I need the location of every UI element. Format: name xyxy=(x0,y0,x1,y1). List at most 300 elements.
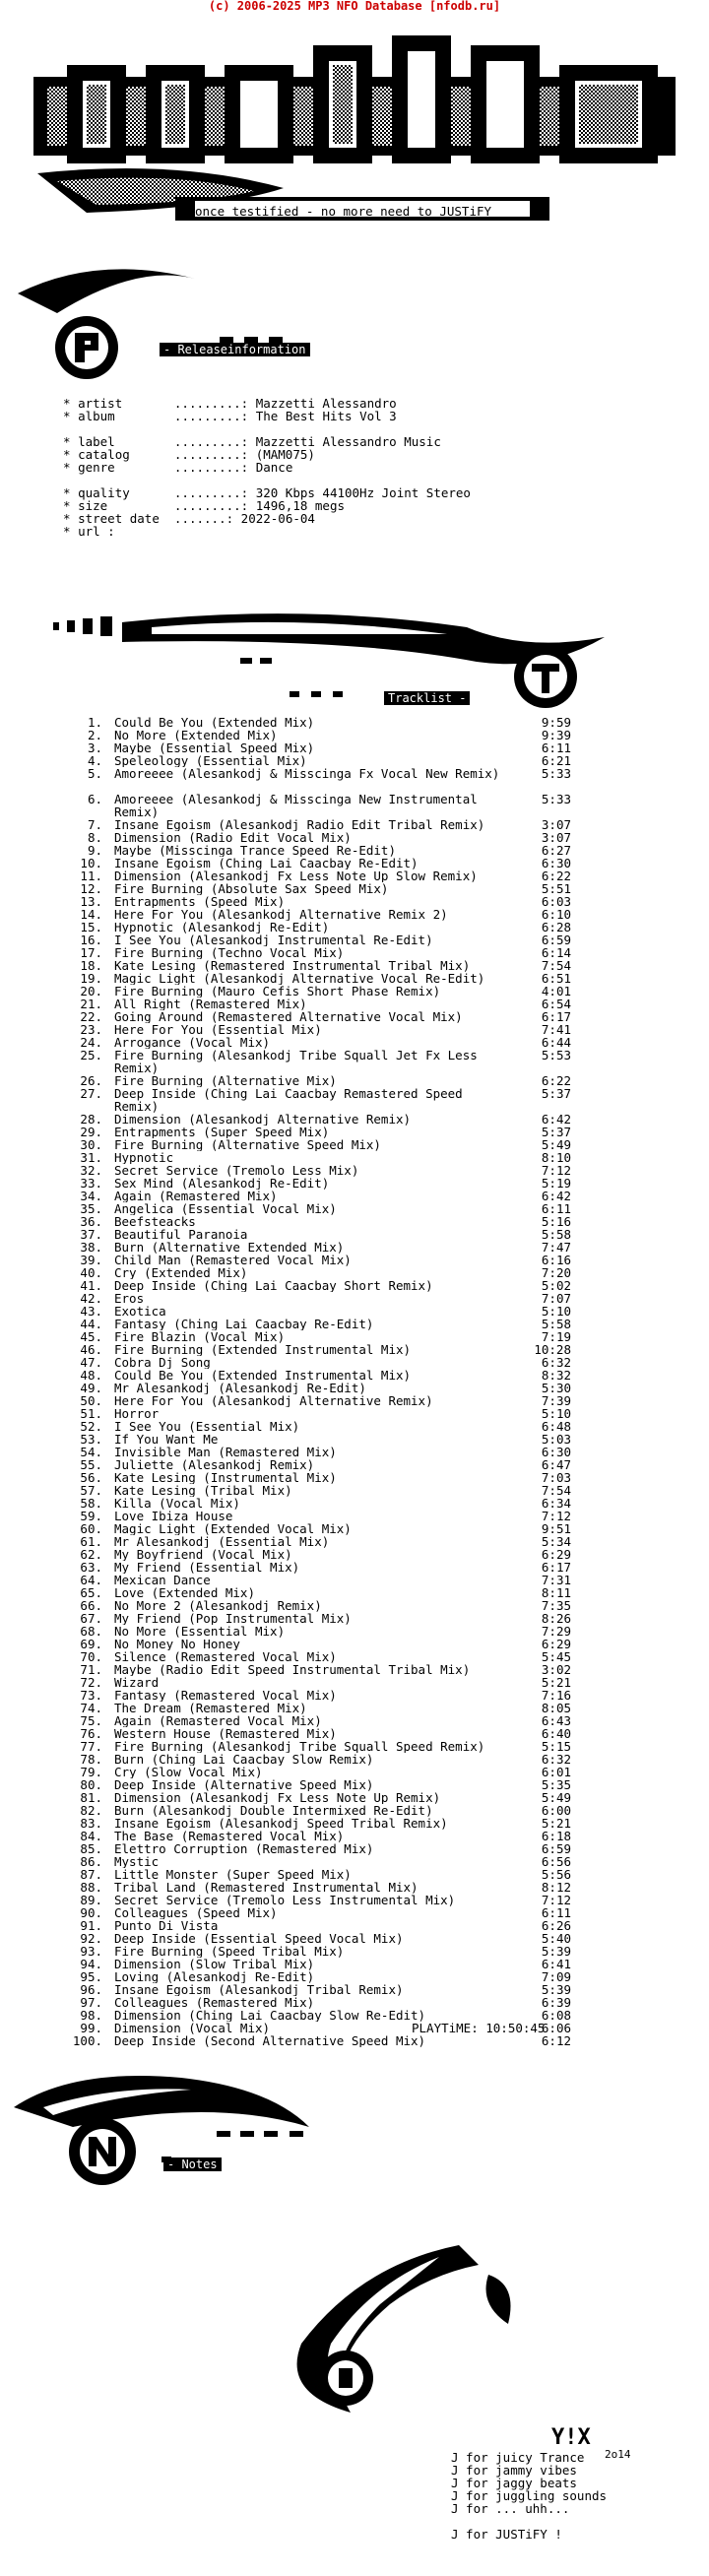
track-row xyxy=(59,985,571,998)
track-duration: 5:49 xyxy=(541,1137,571,1152)
track-title: Maybe (Essential Speed Mix) xyxy=(114,741,315,754)
track-duration: 6:40 xyxy=(541,1726,571,1741)
track-row xyxy=(59,1881,571,1894)
track-number: 30. xyxy=(80,1137,102,1152)
track-number: 46. xyxy=(80,1342,102,1357)
track-row xyxy=(59,1330,571,1343)
track-row xyxy=(59,1138,571,1151)
track-duration: 6:47 xyxy=(541,1457,571,1472)
track-number: 89. xyxy=(80,1893,102,1907)
track-title: Love (Extended Mix) xyxy=(114,1586,255,1599)
track-title: Love Ibiza House xyxy=(114,1510,233,1522)
track-row xyxy=(59,818,571,831)
track-title: Exotica xyxy=(114,1305,166,1318)
track-title: Secret Service (Tremolo Less Mix) xyxy=(114,1164,359,1177)
track-number: 11. xyxy=(80,869,102,883)
track-row xyxy=(59,1906,571,1919)
track-title: Western House (Remastered Mix) xyxy=(114,1727,337,1740)
track-duration: 6:59 xyxy=(541,933,571,947)
track-title: Mr Alesankodj (Essential Mix) xyxy=(114,1535,330,1548)
track-number: 34. xyxy=(80,1189,102,1203)
track-number: 86. xyxy=(80,1854,102,1869)
track-number: 77. xyxy=(80,1739,102,1754)
track-duration: 10:28 xyxy=(534,1342,571,1357)
track-title: Tribal Land (Remastered Instrumental Mix) xyxy=(114,1881,419,1894)
track-row xyxy=(59,998,571,1010)
track-title: Angelica (Essential Vocal Mix) xyxy=(114,1202,337,1215)
track-row xyxy=(59,1420,571,1433)
track-duration: 5:49 xyxy=(541,1790,571,1805)
info-row-catalog: * catalog .........: (MAM075) xyxy=(63,447,315,462)
track-duration: 7:20 xyxy=(541,1265,571,1280)
track-number: 7. xyxy=(87,817,102,832)
track-row xyxy=(59,1049,571,1074)
track-row xyxy=(59,729,571,741)
track-duration: 6:12 xyxy=(541,2033,571,2048)
track-row xyxy=(59,1074,571,1087)
track-number: 60. xyxy=(80,1521,102,1536)
track-number: 16. xyxy=(80,933,102,947)
track-row xyxy=(59,1919,571,1932)
track-row xyxy=(59,1817,571,1830)
track-row xyxy=(59,844,571,857)
track-row xyxy=(59,767,571,793)
track-row xyxy=(59,1586,571,1599)
track-duration: 6:26 xyxy=(541,1918,571,1933)
track-duration: 5:21 xyxy=(541,1816,571,1831)
track-number: 58. xyxy=(80,1496,102,1511)
section-tracklist-label: Tracklist - xyxy=(384,691,470,705)
track-duration: 5:15 xyxy=(541,1739,571,1754)
track-number: 28. xyxy=(80,1112,102,1127)
track-duration: 7:12 xyxy=(541,1509,571,1523)
track-number: 9. xyxy=(87,843,102,858)
track-row xyxy=(59,1036,571,1049)
track-duration: 6:03 xyxy=(541,894,571,909)
track-duration: 5:16 xyxy=(541,1214,571,1229)
track-number: 49. xyxy=(80,1381,102,1395)
track-row xyxy=(59,1766,571,1778)
track-duration: 6:34 xyxy=(541,1496,571,1511)
footer-lines xyxy=(451,2451,607,2541)
track-duration: 7:19 xyxy=(541,1329,571,1344)
track-title: Here For You (Essential Mix) xyxy=(114,1023,322,1036)
track-row xyxy=(59,1983,571,1996)
track-row xyxy=(59,1190,571,1202)
track-title: Entrapments (Speed Mix) xyxy=(114,895,286,908)
track-number: 70. xyxy=(80,1649,102,1664)
track-duration: 5:03 xyxy=(541,1432,571,1447)
track-title: Colleagues (Remastered Mix) xyxy=(114,1996,315,2009)
track-row xyxy=(59,857,571,869)
track-title: I See You (Alesankodj Instrumental Re-Edit) xyxy=(114,934,433,946)
track-title: Arrogance (Vocal Mix) xyxy=(114,1036,271,1049)
notes-emblem-art xyxy=(14,2048,408,2196)
track-number: 68. xyxy=(80,1624,102,1639)
track-duration: 6:54 xyxy=(541,997,571,1011)
track-title: Burn (Ching Lai Caacbay Slow Remix) xyxy=(114,1753,374,1766)
track-duration: 6:27 xyxy=(541,843,571,858)
track-row xyxy=(59,1471,571,1484)
track-number: 52. xyxy=(80,1419,102,1434)
track-duration: 9:39 xyxy=(541,728,571,742)
section-notes-label: - Notes xyxy=(163,2157,222,2171)
track-title: Maybe (Radio Edit Speed Instrumental Tribal Mix) xyxy=(114,1663,471,1676)
track-duration: 6:11 xyxy=(541,1905,571,1920)
track-duration: 7:29 xyxy=(541,1624,571,1639)
track-number: 3. xyxy=(87,741,102,755)
track-row xyxy=(59,1023,571,1036)
track-duration: 6:59 xyxy=(541,1841,571,1856)
release-info xyxy=(63,397,471,538)
track-row xyxy=(59,1382,571,1394)
track-row xyxy=(59,1561,571,1574)
track-number: 12. xyxy=(80,881,102,896)
track-number: 80. xyxy=(80,1777,102,1792)
track-row xyxy=(59,1318,571,1330)
track-title: Fire Burning (Alternative Mix) xyxy=(114,1074,337,1087)
track-row xyxy=(59,1574,571,1586)
track-number: 94. xyxy=(80,1957,102,1971)
track-row xyxy=(59,1010,571,1023)
track-title: Maybe (Misscinga Trance Speed Re-Edit) xyxy=(114,844,396,857)
track-title: Fire Burning (Speed Tribal Mix) xyxy=(114,1945,345,1958)
track-duration: 6:17 xyxy=(541,1009,571,1024)
track-duration: 8:05 xyxy=(541,1701,571,1715)
footer-line: J for jammy vibes xyxy=(451,2463,577,2478)
track-number: 85. xyxy=(80,1841,102,1856)
track-row xyxy=(59,1804,571,1817)
track-title: No More (Essential Mix) xyxy=(114,1625,286,1638)
track-duration: 6:01 xyxy=(541,1765,571,1779)
track-duration: 6:28 xyxy=(541,920,571,934)
track-row xyxy=(59,716,571,729)
info-row-street-date: * street date .......: 2022-06-04 xyxy=(63,511,315,526)
track-row xyxy=(59,1215,571,1228)
track-duration: 5:33 xyxy=(541,792,571,806)
track-row xyxy=(59,1510,571,1522)
track-duration: 6:18 xyxy=(541,1829,571,1843)
track-number: 98. xyxy=(80,2008,102,2023)
track-row xyxy=(59,1126,571,1138)
track-number: 83. xyxy=(80,1816,102,1831)
track-title: No More (Extended Mix) xyxy=(114,729,278,741)
info-row-url: * url : xyxy=(63,524,115,539)
track-row xyxy=(59,934,571,946)
track-number: 21. xyxy=(80,997,102,1011)
track-title: Silence (Remastered Vocal Mix) xyxy=(114,1650,337,1663)
section-release-label: - Releaseinformation xyxy=(160,343,310,356)
track-duration: 3:07 xyxy=(541,817,571,832)
track-duration: 5:30 xyxy=(541,1381,571,1395)
track-row xyxy=(59,1241,571,1254)
track-row xyxy=(59,1151,571,1164)
track-title: Dimension (Ching Lai Caacbay Slow Re-Edit) xyxy=(114,2009,426,2022)
track-row xyxy=(59,1535,571,1548)
track-title: Beautiful Paranoia xyxy=(114,1228,248,1241)
track-title: Deep Inside (Ching Lai Caacbay Remastered Speed Remix) xyxy=(114,1087,471,1113)
track-title: Dimension (Alesankodj Fx Less Note Up Remix) xyxy=(114,1791,441,1804)
track-title: Kate Lesing (Tribal Mix) xyxy=(114,1484,292,1497)
track-row xyxy=(59,1599,571,1612)
track-number: 10. xyxy=(80,856,102,870)
track-duration: 6:51 xyxy=(541,971,571,986)
track-number: 25. xyxy=(80,1048,102,1063)
track-row xyxy=(59,1868,571,1881)
track-duration: 8:10 xyxy=(541,1150,571,1165)
track-title: Hypnotic (Alesankodj Re-Edit) xyxy=(114,921,330,934)
track-number: 59. xyxy=(80,1509,102,1523)
track-title: My Boyfriend (Vocal Mix) xyxy=(114,1548,292,1561)
track-row xyxy=(59,1996,571,2009)
track-row xyxy=(59,1842,571,1855)
track-duration: 6:32 xyxy=(541,1355,571,1370)
track-duration: 6:32 xyxy=(541,1752,571,1767)
track-duration: 6:00 xyxy=(541,1803,571,1818)
track-duration: 5:10 xyxy=(541,1304,571,1319)
track-row xyxy=(59,1266,571,1279)
track-duration: 7:12 xyxy=(541,1893,571,1907)
track-number: 23. xyxy=(80,1022,102,1037)
track-row xyxy=(59,1497,571,1510)
track-row xyxy=(59,908,571,921)
track-duration: 6:16 xyxy=(541,1253,571,1267)
track-number: 18. xyxy=(80,958,102,973)
track-title: The Dream (Remastered Mix) xyxy=(114,1702,307,1714)
track-number: 50. xyxy=(80,1393,102,1408)
track-row xyxy=(59,959,571,972)
track-number: 4. xyxy=(87,753,102,768)
track-row xyxy=(59,1369,571,1382)
track-row xyxy=(59,1113,571,1126)
track-number: 24. xyxy=(80,1035,102,1050)
track-number: 29. xyxy=(80,1125,102,1139)
track-row xyxy=(59,1945,571,1958)
track-row xyxy=(59,793,571,818)
track-number: 82. xyxy=(80,1803,102,1818)
track-number: 33. xyxy=(80,1176,102,1191)
track-duration: 6:11 xyxy=(541,741,571,755)
track-duration: 5:56 xyxy=(541,1867,571,1882)
track-duration: 7:31 xyxy=(541,1573,571,1587)
track-number: 8. xyxy=(87,830,102,845)
track-number: 53. xyxy=(80,1432,102,1447)
track-title: Fire Blazin (Vocal Mix) xyxy=(114,1330,286,1343)
track-title: Burn (Alternative Extended Mix) xyxy=(114,1241,345,1254)
track-duration: 5:40 xyxy=(541,1931,571,1946)
track-row xyxy=(59,1855,571,1868)
track-title: Fire Burning (Alesankodj Tribe Squall Jet Fx Less Remix) xyxy=(114,1049,485,1074)
track-number: 76. xyxy=(80,1726,102,1741)
track-number: 61. xyxy=(80,1534,102,1549)
track-title: Loving (Alesankodj Re-Edit) xyxy=(114,1970,315,1983)
footer-line: J for juicy Trance xyxy=(451,2450,585,2465)
tagline: once testified - no more need to JUSTiFY xyxy=(195,204,492,219)
track-row xyxy=(59,1650,571,1663)
track-title: Here For You (Alesankodj Alternative Remix) xyxy=(114,1394,433,1407)
track-title: Entrapments (Super Speed Mix) xyxy=(114,1126,330,1138)
track-row xyxy=(59,972,571,985)
track-duration: 6:56 xyxy=(541,1854,571,1869)
track-title: Punto Di Vista xyxy=(114,1919,219,1932)
track-row xyxy=(59,754,571,767)
track-number: 96. xyxy=(80,1982,102,1997)
track-row xyxy=(59,1292,571,1305)
track-number: 88. xyxy=(80,1880,102,1895)
track-duration: 6:44 xyxy=(541,1035,571,1050)
track-row xyxy=(59,1727,571,1740)
track-number: 66. xyxy=(80,1598,102,1613)
track-number: 51. xyxy=(80,1406,102,1421)
track-duration: 7:03 xyxy=(541,1470,571,1485)
track-duration: 6:11 xyxy=(541,1201,571,1216)
track-title: Dimension (Radio Edit Vocal Mix) xyxy=(114,831,352,844)
track-title: Could Be You (Extended Mix) xyxy=(114,716,315,729)
track-row xyxy=(59,1177,571,1190)
track-row xyxy=(59,1830,571,1842)
track-title: Mr Alesankodj (Alesankodj Re-Edit) xyxy=(114,1382,366,1394)
track-duration: 6:41 xyxy=(541,1957,571,1971)
track-title: Elettro Corruption (Remastered Mix) xyxy=(114,1842,374,1855)
track-row xyxy=(59,831,571,844)
track-number: 43. xyxy=(80,1304,102,1319)
track-row xyxy=(59,1791,571,1804)
track-number: 6. xyxy=(87,792,102,806)
track-row xyxy=(59,1548,571,1561)
track-duration: 6:08 xyxy=(541,2008,571,2023)
info-row-quality: * quality .........: 320 Kbps 44100Hz Joint Stereo xyxy=(63,485,471,500)
track-duration: 7:16 xyxy=(541,1688,571,1703)
track-duration: 6:29 xyxy=(541,1547,571,1562)
track-title: Deep Inside (Second Alternative Speed Mix) xyxy=(114,2034,426,2047)
track-title: If You Want Me xyxy=(114,1433,219,1446)
track-duration: 5:58 xyxy=(541,1227,571,1242)
track-title: Little Monster (Super Speed Mix) xyxy=(114,1868,352,1881)
track-row xyxy=(59,1254,571,1266)
track-title: Deep Inside (Ching Lai Caacbay Short Remix) xyxy=(114,1279,433,1292)
track-title: Fire Burning (Alternative Speed Mix) xyxy=(114,1138,381,1151)
track-duration: 6:14 xyxy=(541,945,571,960)
track-number: 2. xyxy=(87,728,102,742)
track-title: Colleagues (Speed Mix) xyxy=(114,1906,278,1919)
track-row xyxy=(59,1702,571,1714)
track-row xyxy=(59,1458,571,1471)
track-title: Fire Burning (Absolute Sax Speed Mix) xyxy=(114,882,389,895)
track-row xyxy=(59,1484,571,1497)
track-row xyxy=(59,741,571,754)
info-row-artist: * artist .........: Mazzetti Alessandro xyxy=(63,396,397,411)
track-duration: 6:42 xyxy=(541,1189,571,1203)
track-number: 15. xyxy=(80,920,102,934)
track-duration: 5:39 xyxy=(541,1982,571,1997)
track-row xyxy=(59,1638,571,1650)
track-number: 99. xyxy=(80,2021,102,2035)
track-duration: 3:07 xyxy=(541,830,571,845)
track-duration: 5:45 xyxy=(541,1649,571,1664)
track-duration: 7:09 xyxy=(541,1969,571,1984)
track-number: 57. xyxy=(80,1483,102,1498)
track-title: Secret Service (Tremolo Less Instrumental Mix) xyxy=(114,1894,456,1906)
track-title: I See You (Essential Mix) xyxy=(114,1420,300,1433)
track-title: Child Man (Remastered Vocal Mix) xyxy=(114,1254,352,1266)
track-title: Magic Light (Alesankodj Alternative Vocal Re-Edit) xyxy=(114,972,485,985)
track-row xyxy=(59,1305,571,1318)
track-row xyxy=(59,1894,571,1906)
track-title: Again (Remastered Mix) xyxy=(114,1190,278,1202)
track-title: Sex Mind (Alesankodj Re-Edit) xyxy=(114,1177,330,1190)
track-number: 84. xyxy=(80,1829,102,1843)
track-number: 73. xyxy=(80,1688,102,1703)
track-title: Deep Inside (Essential Speed Vocal Mix) xyxy=(114,1932,404,1945)
track-number: 47. xyxy=(80,1355,102,1370)
track-duration: 7:12 xyxy=(541,1163,571,1178)
track-title: Fire Burning (Alesankodj Tribe Squall Speed Remix) xyxy=(114,1740,485,1753)
track-number: 40. xyxy=(80,1265,102,1280)
track-number: 13. xyxy=(80,894,102,909)
track-number: 32. xyxy=(80,1163,102,1178)
tracklist xyxy=(59,716,571,2047)
track-title: Fantasy (Ching Lai Caacbay Re-Edit) xyxy=(114,1318,374,1330)
track-title: Dimension (Slow Tribal Mix) xyxy=(114,1958,315,1970)
footer-emblem xyxy=(223,2245,656,2442)
track-title: Going Around (Remastered Alternative Vocal Mix) xyxy=(114,1010,463,1023)
track-title: Horror xyxy=(114,1407,160,1420)
track-title: Eros xyxy=(114,1292,145,1305)
track-title: Burn (Alesankodj Double Intermixed Re-Edit) xyxy=(114,1804,433,1817)
info-row-genre: * genre .........: Dance xyxy=(63,460,293,475)
track-row xyxy=(59,1394,571,1407)
signature-year: 2o14 xyxy=(605,2448,631,2461)
track-number: 48. xyxy=(80,1368,102,1383)
track-duration: 6:42 xyxy=(541,1112,571,1127)
track-title: Cobra Dj Song xyxy=(114,1356,211,1369)
track-number: 74. xyxy=(80,1701,102,1715)
track-duration: 8:11 xyxy=(541,1585,571,1600)
track-title: Dimension (Alesankodj Fx Less Note Up Slow Remix) xyxy=(114,869,478,882)
track-duration: 6:43 xyxy=(541,1713,571,1728)
track-number: 64. xyxy=(80,1573,102,1587)
track-row xyxy=(59,1663,571,1676)
track-number: 31. xyxy=(80,1150,102,1165)
track-duration: 6:30 xyxy=(541,1445,571,1459)
track-duration: 5:34 xyxy=(541,1534,571,1549)
track-duration: 6:48 xyxy=(541,1419,571,1434)
track-number: 69. xyxy=(80,1637,102,1651)
track-row xyxy=(59,869,571,882)
release-emblem xyxy=(18,254,431,382)
track-row xyxy=(59,1407,571,1420)
track-title: Kate Lesing (Instrumental Mix) xyxy=(114,1471,337,1484)
track-title: Hypnotic xyxy=(114,1151,174,1164)
track-number: 93. xyxy=(80,1944,102,1959)
track-row xyxy=(59,895,571,908)
track-title: All Right (Remastered Mix) xyxy=(114,998,307,1010)
track-number: 78. xyxy=(80,1752,102,1767)
track-number: 41. xyxy=(80,1278,102,1293)
track-number: 55. xyxy=(80,1457,102,1472)
track-number: 14. xyxy=(80,907,102,922)
track-number: 63. xyxy=(80,1560,102,1575)
track-duration: 7:35 xyxy=(541,1598,571,1613)
track-title: Fantasy (Remastered Vocal Mix) xyxy=(114,1689,337,1702)
track-duration: 6:21 xyxy=(541,753,571,768)
track-title: Deep Inside (Alternative Speed Mix) xyxy=(114,1778,374,1791)
track-number: 5. xyxy=(87,766,102,781)
track-duration: 4:01 xyxy=(541,984,571,998)
track-title: Cry (Slow Vocal Mix) xyxy=(114,1766,263,1778)
footer-line: J for juggling sounds xyxy=(451,2488,608,2503)
track-row xyxy=(59,921,571,934)
